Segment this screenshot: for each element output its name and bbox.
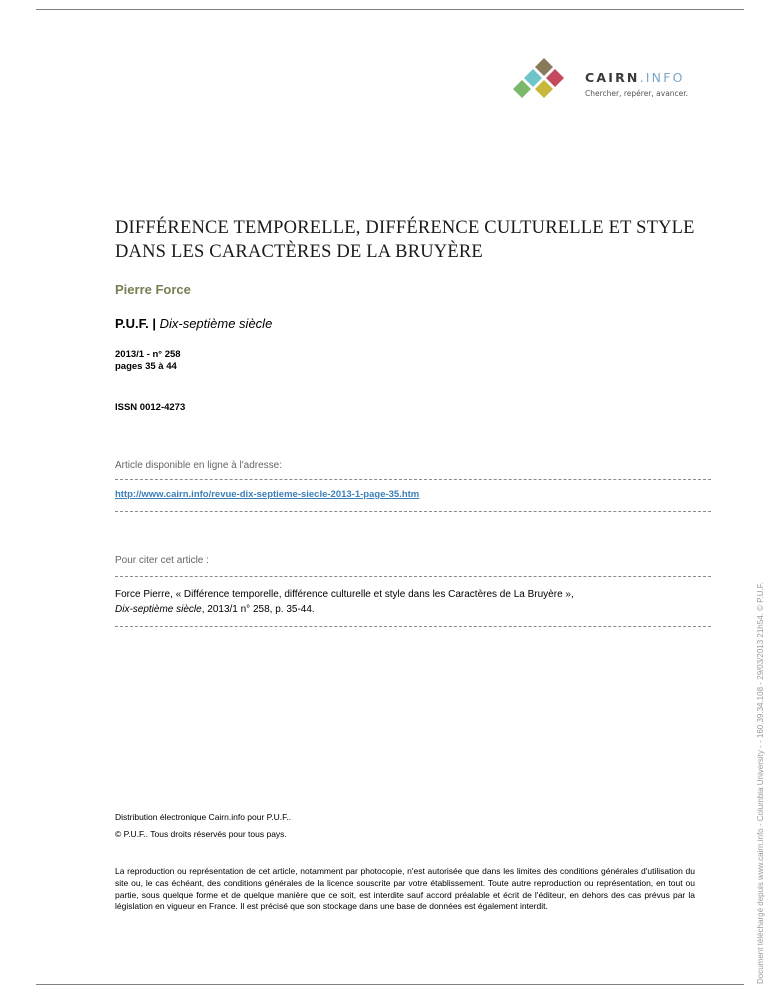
article-url-link[interactable]: http://www.cairn.info/revue-dix-septieme-siecle-2013-1-page-35.htm bbox=[115, 489, 420, 500]
publisher-name: P.U.F. | bbox=[115, 316, 160, 331]
issue-info bbox=[115, 349, 181, 373]
article-title: DIFFÉRENCE TEMPORELLE, DIFFÉRENCE CULTURELLE ET STYLE DANS LES CARACTÈRES DE LA BRUYÈRE bbox=[115, 218, 695, 262]
dashed-divider bbox=[115, 576, 711, 577]
citation-text bbox=[115, 587, 715, 617]
logo-diamond-brown bbox=[535, 58, 553, 76]
dashed-divider bbox=[115, 511, 711, 512]
logo-diamond-green bbox=[513, 80, 531, 98]
dashed-divider bbox=[115, 479, 711, 480]
citation-line-1: Force Pierre, « Différence temporelle, différence culturelle et style dans les Caractères de La Bruyère », bbox=[115, 589, 574, 600]
logo-diamond-teal bbox=[524, 69, 542, 87]
logo-diamond-yellow bbox=[535, 80, 553, 98]
legal-notice: La reproduction ou représentation de cet article, notamment par photocopie, n'est autorisée que dans les limites des conditions générales d'utilisation du site ou, le cas échéant, des conditions générales de la licence souscrite par votre établissement. Toute autre reproduction ou représentation, en tout ou partie, sous quelque forme et de quelque manière que ce soit, est interdite sauf accord préalable et écrit de l'éditeur, en dehors des cas prévus par la législation en vigueur en France. Il est précisé que son stockage dans une base de données est également interdit. bbox=[115, 866, 695, 912]
distribution-notice: Distribution électronique Cairn.info pour P.U.F.. bbox=[115, 812, 292, 822]
brand-tagline: Chercher, repérer, avancer. bbox=[585, 89, 689, 98]
citation-line-2 bbox=[115, 602, 715, 617]
article-author[interactable]: Pierre Force bbox=[115, 282, 191, 297]
citation-journal: Dix-septième siècle bbox=[115, 604, 202, 615]
top-rule bbox=[36, 9, 744, 10]
brand-cairn: CAIRN bbox=[585, 70, 640, 85]
journal-name[interactable]: Dix-septième siècle bbox=[159, 316, 273, 331]
copyright-notice: © P.U.F.. Tous droits réservés pour tous pays. bbox=[115, 829, 287, 839]
issue-number: 2013/1 - n° 258 bbox=[115, 349, 181, 360]
logo-diamond-red bbox=[546, 69, 564, 87]
citation-details: , 2013/1 n° 258, p. 35-44. bbox=[201, 604, 315, 615]
publisher-line bbox=[115, 316, 272, 331]
dashed-divider bbox=[115, 626, 711, 627]
brand-info: .INFO bbox=[639, 70, 685, 85]
online-label: Article disponible en ligne à l'adresse: bbox=[115, 460, 283, 471]
brand-name bbox=[585, 70, 685, 85]
issn: ISSN 0012-4273 bbox=[115, 402, 186, 413]
bottom-rule bbox=[36, 984, 744, 985]
page-range: pages 35 à 44 bbox=[115, 361, 177, 372]
citation-label: Pour citer cet article : bbox=[115, 555, 209, 566]
download-watermark: Document téléchargé depuis www.cairn.info - Columbia University - - 160.39.34.108 - 29/03/2013 21h54. © P.U.F. bbox=[756, 582, 765, 984]
